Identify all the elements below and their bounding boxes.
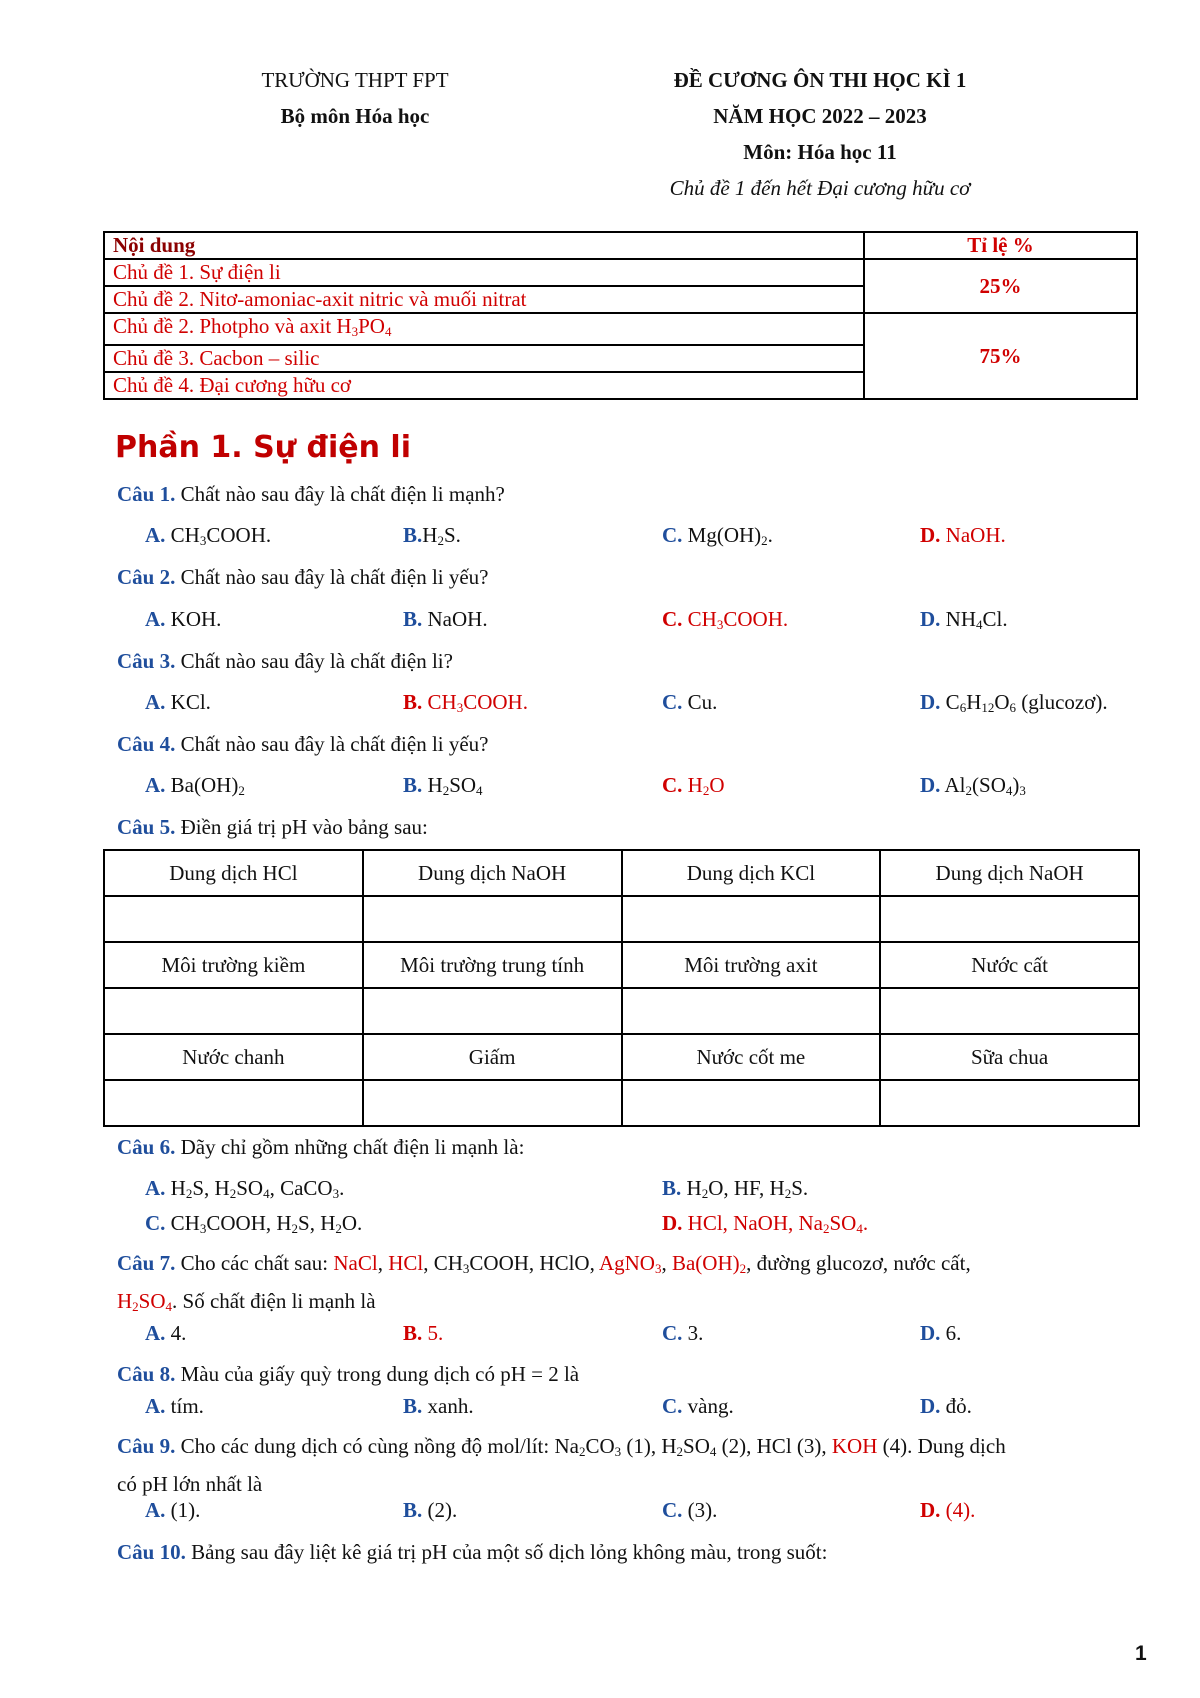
question-6: Câu 6. Dãy chỉ gồm những chất điện li mạnh là: — [117, 1135, 525, 1159]
option-c[interactable]: C. vàng. — [662, 1394, 734, 1418]
topic-row: Chủ đề 3. Cacbon – silic — [104, 345, 864, 372]
option-a[interactable]: A. $CH_3COOH$. — [145, 523, 272, 548]
ph-cell-label: Môi trường trung tính — [363, 942, 622, 988]
option-c[interactable]: C. $CH_3COOH$, $H_2S$, $H_2O$. — [145, 1211, 363, 1236]
ph-cell-blank[interactable] — [880, 1080, 1139, 1126]
topics-table — [103, 231, 1138, 400]
question-5: Câu 5. Điền giá trị pH vào bảng sau: — [117, 815, 428, 839]
option-d[interactable]: D. HCl, NaOH, $Na_2SO_4$. — [662, 1211, 869, 1236]
ph-cell-blank[interactable] — [363, 1080, 622, 1126]
question-2-options — [145, 603, 1145, 635]
question-3-options — [145, 686, 1145, 718]
question-8-options — [145, 1390, 1145, 1422]
topic-row: Chủ đề 2. Photpho và axit $H_3PO_4$ — [104, 313, 864, 345]
question-2: Câu 2. Chất nào sau đây là chất điện li yếu? — [117, 565, 489, 589]
topic-ratio: 25% — [864, 259, 1137, 313]
topics-header-ratio: Tỉ lệ % — [864, 232, 1137, 259]
ph-cell-blank[interactable] — [363, 896, 622, 942]
ph-cell-blank[interactable] — [880, 988, 1139, 1034]
ph-cell-blank[interactable] — [104, 896, 363, 942]
option-c[interactable]: C. $H_2O$ — [662, 773, 725, 798]
ph-cell-label: Dung dịch NaOH — [363, 850, 622, 896]
department-name: Bộ môn Hóa học — [280, 104, 430, 128]
option-b[interactable]: B. (2). — [403, 1498, 458, 1522]
school-year: NĂM HỌC 2022 – 2023 — [713, 104, 927, 128]
topic-row: Chủ đề 2. Nitơ-amoniac-axit nitric và muối nitrat — [104, 286, 864, 313]
option-d[interactable]: D. $C_6H_{12}O_6$ (glucozơ). — [920, 690, 1108, 715]
option-b[interactable]: B. $H_2O$, HF, $H_2S$. — [662, 1176, 809, 1201]
option-a[interactable]: A. KOH. — [145, 607, 222, 631]
question-1-options — [145, 519, 1145, 551]
option-b[interactable]: B. $H_2SO_4$ — [403, 773, 483, 798]
option-b[interactable]: B. 5. — [403, 1321, 444, 1345]
option-d[interactable]: D. $Al_2(SO_4)_3$ — [920, 773, 1026, 798]
option-b[interactable]: $B.H_2S$. — [403, 523, 461, 548]
ph-cell-label: Giấm — [363, 1034, 622, 1080]
ph-cell-blank[interactable] — [104, 1080, 363, 1126]
option-a[interactable]: A. tím. — [145, 1394, 204, 1418]
option-a[interactable]: A. (1). — [145, 1498, 201, 1522]
ph-cell-blank[interactable] — [622, 1080, 881, 1126]
option-d[interactable]: D. NaOH. — [920, 523, 1006, 547]
topic-row: Chủ đề 4. Đại cương hữu cơ — [104, 372, 864, 399]
ph-cell-blank[interactable] — [880, 896, 1139, 942]
ph-table — [103, 849, 1140, 1127]
option-c[interactable]: C. $Mg(OH)_2$. — [662, 523, 773, 548]
question-6-options-row2 — [145, 1207, 1145, 1239]
document-title: ĐỀ CƯƠNG ÔN THI HỌC KÌ 1 — [673, 68, 967, 92]
school-name: TRƯỜNG THPT FPT — [261, 68, 449, 92]
option-b[interactable]: B. NaOH. — [403, 607, 488, 631]
ph-cell-label: Dung dịch KCl — [622, 850, 881, 896]
question-7: Câu 7. Cho các chất sau: NaCl, HCl, $CH_3COOH$, HClO, AgNO$_3$, $Ba(OH)_2$, đường glucozơ, nước cất, $H_2SO_4$. Số chất điện li mạnh là — [117, 1251, 971, 1314]
question-7-options — [145, 1317, 1145, 1349]
option-d[interactable]: D. 6. — [920, 1321, 962, 1345]
option-a[interactable]: A. 4. — [145, 1321, 187, 1345]
header-left — [160, 62, 550, 134]
question-9-options — [145, 1494, 1145, 1526]
subject-name: Môn: Hóa học 11 — [743, 140, 897, 164]
ph-cell-blank[interactable] — [104, 988, 363, 1034]
ph-cell-label: Nước cất — [880, 942, 1139, 988]
page-number: 1 — [1135, 1642, 1147, 1665]
question-1: Câu 1. Chất nào sau đây là chất điện li mạnh? — [117, 482, 505, 506]
ph-cell-blank[interactable] — [363, 988, 622, 1034]
section-title: Phần 1. Sự điện li — [115, 430, 411, 465]
option-c[interactable]: C. 3. — [662, 1321, 704, 1345]
ph-cell-label: Nước chanh — [104, 1034, 363, 1080]
question-10: Câu 10. Bảng sau đây liệt kê giá trị pH của một số dịch lỏng không màu, trong suốt: — [117, 1540, 828, 1564]
ph-cell-label: Môi trường kiềm — [104, 942, 363, 988]
topic-row: Chủ đề 1. Sự điện li — [104, 259, 864, 286]
option-c[interactable]: C. (3). — [662, 1498, 718, 1522]
option-d[interactable]: D. đỏ. — [920, 1394, 972, 1418]
option-a[interactable]: A. $Ba(OH)_2$ — [145, 773, 245, 798]
option-b[interactable]: B. xanh. — [403, 1394, 474, 1418]
ph-cell-label: Môi trường axit — [622, 942, 881, 988]
option-a[interactable]: A. KCl. — [145, 690, 211, 714]
question-9: Câu 9. Cho các dung dịch có cùng nồng độ mol/lít: $Na_2CO_3$ (1), $H_2SO_4$ (2), HCl (3), KOH (4). Dung dịch có pH lớn nhất là — [117, 1434, 1006, 1496]
ph-cell-label: Dung dịch NaOH — [880, 850, 1139, 896]
header-right — [590, 62, 1050, 206]
question-4-options — [145, 769, 1145, 801]
ph-cell-label: Nước cốt me — [622, 1034, 881, 1080]
option-d[interactable]: D. (4). — [920, 1498, 976, 1522]
option-b[interactable]: B. $CH_3COOH$. — [403, 690, 528, 715]
topic-ratio: 75% — [864, 313, 1137, 399]
option-c[interactable]: C. $CH_3COOH$. — [662, 607, 789, 632]
question-4: Câu 4. Chất nào sau đây là chất điện li yếu? — [117, 732, 489, 756]
option-d[interactable]: D. $NH_4Cl$. — [920, 607, 1008, 632]
question-3: Câu 3. Chất nào sau đây là chất điện li? — [117, 649, 453, 673]
question-8: Câu 8. Màu của giấy quỳ trong dung dịch có pH = 2 là — [117, 1362, 580, 1386]
ph-cell-blank[interactable] — [622, 988, 881, 1034]
scope-note: Chủ đề 1 đến hết Đại cương hữu cơ — [669, 176, 971, 200]
topics-header-content: Nội dung — [104, 232, 864, 259]
option-c[interactable]: C. Cu. — [662, 690, 718, 714]
question-6-options-row1 — [145, 1172, 1145, 1204]
option-a[interactable]: A. $H_2S$, $H_2SO_4$, CaCO$_3$. — [145, 1176, 345, 1201]
ph-cell-blank[interactable] — [622, 896, 881, 942]
ph-cell-label: Dung dịch HCl — [104, 850, 363, 896]
ph-cell-label: Sữa chua — [880, 1034, 1139, 1080]
